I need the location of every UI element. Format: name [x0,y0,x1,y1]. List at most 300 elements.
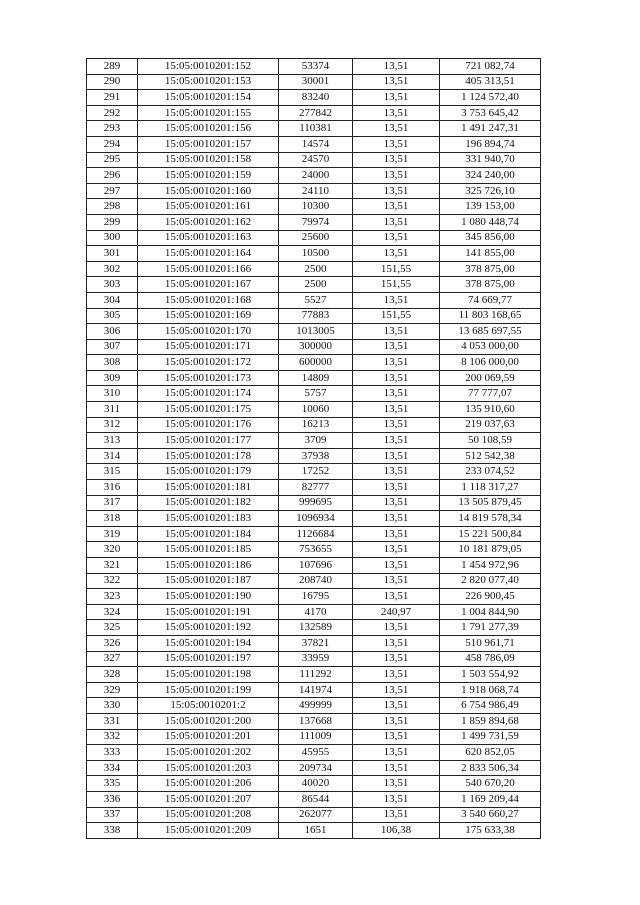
value-cell: 233 074,52 [440,464,541,480]
area-cell: 10300 [279,199,353,215]
cadastral-number-cell: 15:05:0010201:207 [138,791,279,807]
table-row [87,791,541,807]
value-cell: 14 819 578,34 [440,511,541,527]
cadastral-number-cell: 15:05:0010201:157 [138,136,279,152]
cadastral-number-cell: 15:05:0010201:202 [138,745,279,761]
cadastral-number-cell: 15:05:0010201:203 [138,760,279,776]
value-cell: 2 833 506,34 [440,760,541,776]
row-number-cell: 324 [87,604,138,620]
area-cell: 277842 [279,105,353,121]
value-cell: 1 791 277,39 [440,620,541,636]
cadastral-number-cell: 15:05:0010201:198 [138,667,279,683]
area-cell: 2500 [279,277,353,293]
cadastral-number-cell: 15:05:0010201:153 [138,74,279,90]
row-number-cell: 337 [87,807,138,823]
area-cell: 37938 [279,448,353,464]
cadastral-number-cell: 15:05:0010201:173 [138,370,279,386]
row-number-cell: 333 [87,745,138,761]
value-cell: 458 786,09 [440,651,541,667]
area-cell: 1096934 [279,511,353,527]
value-cell: 1 004 844,90 [440,604,541,620]
table-row [87,199,541,215]
cadastral-number-cell: 15:05:0010201:177 [138,433,279,449]
value-cell: 510 961,71 [440,635,541,651]
rate-cell: 13,51 [353,59,440,75]
rate-cell: 13,51 [353,386,440,402]
value-cell: 10 181 879,05 [440,542,541,558]
rate-cell: 13,51 [353,246,440,262]
area-cell: 2500 [279,261,353,277]
cadastral-number-cell: 15:05:0010201:169 [138,308,279,324]
rate-cell: 13,51 [353,682,440,698]
table-row [87,760,541,776]
table-row [87,729,541,745]
row-number-cell: 310 [87,386,138,402]
value-cell: 4 053 000,00 [440,339,541,355]
cadastral-number-cell: 15:05:0010201:206 [138,776,279,792]
row-number-cell: 325 [87,620,138,636]
cadastral-number-cell: 15:05:0010201:162 [138,214,279,230]
cadastral-number-cell: 15:05:0010201:167 [138,277,279,293]
value-cell: 1 118 317,27 [440,480,541,496]
rate-cell: 13,51 [353,776,440,792]
cadastral-number-cell: 15:05:0010201:200 [138,713,279,729]
table-row [87,464,541,480]
cadastral-number-cell: 15:05:0010201:199 [138,682,279,698]
cadastral-number-cell: 15:05:0010201:159 [138,168,279,184]
area-cell: 111292 [279,667,353,683]
table-row [87,417,541,433]
row-number-cell: 314 [87,448,138,464]
row-number-cell: 327 [87,651,138,667]
rate-cell: 13,51 [353,433,440,449]
rate-cell: 13,51 [353,573,440,589]
row-number-cell: 306 [87,324,138,340]
rate-cell: 151,55 [353,277,440,293]
value-cell: 405 313,51 [440,74,541,90]
area-cell: 14809 [279,370,353,386]
cadastral-number-cell: 15:05:0010201:171 [138,339,279,355]
table-row [87,90,541,106]
table-row [87,698,541,714]
table-row [87,74,541,90]
row-number-cell: 308 [87,355,138,371]
value-cell: 331 940,70 [440,152,541,168]
value-cell: 13 505 879,45 [440,495,541,511]
table-row [87,277,541,293]
area-cell: 25600 [279,230,353,246]
rate-cell: 13,51 [353,417,440,433]
value-cell: 1 499 731,59 [440,729,541,745]
rate-cell: 13,51 [353,402,440,418]
table-row [87,386,541,402]
table-row [87,214,541,230]
rate-cell: 13,51 [353,760,440,776]
area-cell: 753655 [279,542,353,558]
value-cell: 378 875,00 [440,261,541,277]
rate-cell: 151,55 [353,308,440,324]
row-number-cell: 321 [87,558,138,574]
area-cell: 53374 [279,59,353,75]
value-cell: 200 069,59 [440,370,541,386]
value-cell: 1 491 247,31 [440,121,541,137]
row-number-cell: 309 [87,370,138,386]
value-cell: 11 803 168,65 [440,308,541,324]
row-number-cell: 292 [87,105,138,121]
value-cell: 15 221 500,84 [440,526,541,542]
rate-cell: 13,51 [353,542,440,558]
rate-cell: 13,51 [353,713,440,729]
value-cell: 1 169 209,44 [440,791,541,807]
table-row [87,635,541,651]
cadastral-number-cell: 15:05:0010201:170 [138,324,279,340]
cadastral-number-cell: 15:05:0010201:191 [138,604,279,620]
rate-cell: 13,51 [353,136,440,152]
row-number-cell: 293 [87,121,138,137]
table-row [87,402,541,418]
rate-cell: 13,51 [353,183,440,199]
table-row [87,713,541,729]
row-number-cell: 304 [87,292,138,308]
row-number-cell: 300 [87,230,138,246]
cadastral-number-cell: 15:05:0010201:187 [138,573,279,589]
row-number-cell: 311 [87,402,138,418]
table-row [87,183,541,199]
row-number-cell: 298 [87,199,138,215]
value-cell: 1 918 068,74 [440,682,541,698]
area-cell: 10060 [279,402,353,418]
table-row [87,542,541,558]
area-cell: 24000 [279,168,353,184]
cadastral-number-cell: 15:05:0010201:190 [138,589,279,605]
rate-cell: 13,51 [353,667,440,683]
value-cell: 1 454 972,96 [440,558,541,574]
row-number-cell: 330 [87,698,138,714]
table-row [87,667,541,683]
rate-cell: 13,51 [353,620,440,636]
rate-cell: 13,51 [353,464,440,480]
row-number-cell: 338 [87,823,138,839]
table-row [87,105,541,121]
cadastral-number-cell: 15:05:0010201:156 [138,121,279,137]
cadastral-number-cell: 15:05:0010201:154 [138,90,279,106]
value-cell: 2 820 077,40 [440,573,541,589]
area-cell: 1013005 [279,324,353,340]
row-number-cell: 315 [87,464,138,480]
value-cell: 13 685 697,55 [440,324,541,340]
area-cell: 14574 [279,136,353,152]
row-number-cell: 294 [87,136,138,152]
rate-cell: 13,51 [353,729,440,745]
area-cell: 111009 [279,729,353,745]
rate-cell: 13,51 [353,791,440,807]
area-cell: 107696 [279,558,353,574]
area-cell: 137668 [279,713,353,729]
cadastral-number-cell: 15:05:0010201:186 [138,558,279,574]
area-cell: 3709 [279,433,353,449]
rate-cell: 13,51 [353,511,440,527]
value-cell: 1 503 554,92 [440,667,541,683]
area-cell: 5527 [279,292,353,308]
value-cell: 345 856,00 [440,230,541,246]
value-cell: 139 153,00 [440,199,541,215]
land-plot-table [86,58,541,839]
cadastral-number-cell: 15:05:0010201:179 [138,464,279,480]
cadastral-number-cell: 15:05:0010201:152 [138,59,279,75]
table-row [87,152,541,168]
value-cell: 378 875,00 [440,277,541,293]
cadastral-number-cell: 15:05:0010201:175 [138,402,279,418]
rate-cell: 13,51 [353,90,440,106]
cadastral-number-cell: 15:05:0010201:185 [138,542,279,558]
table-row [87,480,541,496]
area-cell: 1126684 [279,526,353,542]
table-row [87,573,541,589]
value-cell: 3 540 660,27 [440,807,541,823]
area-cell: 141974 [279,682,353,698]
rate-cell: 240,97 [353,604,440,620]
rate-cell: 13,51 [353,745,440,761]
area-cell: 79974 [279,214,353,230]
row-number-cell: 331 [87,713,138,729]
cadastral-number-cell: 15:05:0010201:192 [138,620,279,636]
cadastral-number-cell: 15:05:0010201:168 [138,292,279,308]
area-cell: 82777 [279,480,353,496]
rate-cell: 13,51 [353,168,440,184]
rate-cell: 13,51 [353,558,440,574]
cadastral-number-cell: 15:05:0010201:184 [138,526,279,542]
row-number-cell: 322 [87,573,138,589]
area-cell: 30001 [279,74,353,90]
rate-cell: 13,51 [353,105,440,121]
table-row [87,292,541,308]
rate-cell: 13,51 [353,698,440,714]
row-number-cell: 305 [87,308,138,324]
area-cell: 5757 [279,386,353,402]
rate-cell: 13,51 [353,480,440,496]
row-number-cell: 323 [87,589,138,605]
cadastral-number-cell: 15:05:0010201:194 [138,635,279,651]
area-cell: 24110 [279,183,353,199]
area-cell: 499999 [279,698,353,714]
rate-cell: 13,51 [353,526,440,542]
row-number-cell: 329 [87,682,138,698]
cadastral-number-cell: 15:05:0010201:166 [138,261,279,277]
rate-cell: 13,51 [353,121,440,137]
rate-cell: 13,51 [353,355,440,371]
cadastral-number-cell: 15:05:0010201:178 [138,448,279,464]
value-cell: 620 852,05 [440,745,541,761]
cadastral-number-cell: 15:05:0010201:164 [138,246,279,262]
table-row [87,59,541,75]
row-number-cell: 318 [87,511,138,527]
area-cell: 999695 [279,495,353,511]
value-cell: 721 082,74 [440,59,541,75]
table-row [87,651,541,667]
table-row [87,168,541,184]
area-cell: 600000 [279,355,353,371]
area-cell: 17252 [279,464,353,480]
row-number-cell: 296 [87,168,138,184]
cadastral-number-cell: 15:05:0010201:2 [138,698,279,714]
value-cell: 219 037,63 [440,417,541,433]
table-row [87,589,541,605]
table-row [87,230,541,246]
table-row [87,355,541,371]
row-number-cell: 289 [87,59,138,75]
row-number-cell: 301 [87,246,138,262]
value-cell: 196 894,74 [440,136,541,152]
value-cell: 324 240,00 [440,168,541,184]
row-number-cell: 312 [87,417,138,433]
rate-cell: 13,51 [353,370,440,386]
row-number-cell: 303 [87,277,138,293]
area-cell: 208740 [279,573,353,589]
rate-cell: 13,51 [353,448,440,464]
cadastral-number-cell: 15:05:0010201:174 [138,386,279,402]
cadastral-number-cell: 15:05:0010201:181 [138,480,279,496]
table-row [87,136,541,152]
row-number-cell: 302 [87,261,138,277]
table-row [87,448,541,464]
value-cell: 1 080 448,74 [440,214,541,230]
rate-cell: 151,55 [353,261,440,277]
area-cell: 45955 [279,745,353,761]
area-cell: 77883 [279,308,353,324]
cadastral-number-cell: 15:05:0010201:155 [138,105,279,121]
row-number-cell: 313 [87,433,138,449]
table-row [87,246,541,262]
value-cell: 1 859 894,68 [440,713,541,729]
table-row [87,308,541,324]
row-number-cell: 334 [87,760,138,776]
area-cell: 16795 [279,589,353,605]
row-number-cell: 290 [87,74,138,90]
rate-cell: 13,51 [353,807,440,823]
cadastral-number-cell: 15:05:0010201:201 [138,729,279,745]
value-cell: 175 633,38 [440,823,541,839]
table-row [87,433,541,449]
cadastral-number-cell: 15:05:0010201:209 [138,823,279,839]
table-row [87,620,541,636]
rate-cell: 13,51 [353,324,440,340]
area-cell: 1651 [279,823,353,839]
rate-cell: 13,51 [353,152,440,168]
rate-cell: 13,51 [353,74,440,90]
row-number-cell: 335 [87,776,138,792]
area-cell: 262077 [279,807,353,823]
table-row [87,324,541,340]
area-cell: 16213 [279,417,353,433]
value-cell: 8 106 000,00 [440,355,541,371]
table-row [87,526,541,542]
table-row [87,370,541,386]
area-cell: 10500 [279,246,353,262]
cadastral-number-cell: 15:05:0010201:197 [138,651,279,667]
value-cell: 141 855,00 [440,246,541,262]
row-number-cell: 297 [87,183,138,199]
row-number-cell: 295 [87,152,138,168]
rate-cell: 13,51 [353,651,440,667]
value-cell: 540 670,20 [440,776,541,792]
rate-cell: 13,51 [353,214,440,230]
area-cell: 110381 [279,121,353,137]
area-cell: 83240 [279,90,353,106]
row-number-cell: 317 [87,495,138,511]
area-cell: 24570 [279,152,353,168]
table-row [87,261,541,277]
rate-cell: 13,51 [353,589,440,605]
area-cell: 132589 [279,620,353,636]
table-row [87,495,541,511]
row-number-cell: 326 [87,635,138,651]
table-row [87,745,541,761]
table-row [87,807,541,823]
area-cell: 4170 [279,604,353,620]
cadastral-number-cell: 15:05:0010201:183 [138,511,279,527]
value-cell: 325 726,10 [440,183,541,199]
rate-cell: 13,51 [353,339,440,355]
value-cell: 50 108,59 [440,433,541,449]
cadastral-number-cell: 15:05:0010201:160 [138,183,279,199]
row-number-cell: 291 [87,90,138,106]
cadastral-number-cell: 15:05:0010201:208 [138,807,279,823]
table-row [87,339,541,355]
table-row [87,604,541,620]
area-cell: 209734 [279,760,353,776]
rate-cell: 13,51 [353,199,440,215]
row-number-cell: 319 [87,526,138,542]
row-number-cell: 336 [87,791,138,807]
rate-cell: 13,51 [353,292,440,308]
value-cell: 6 754 986,49 [440,698,541,714]
row-number-cell: 328 [87,667,138,683]
area-cell: 37821 [279,635,353,651]
value-cell: 1 124 572,40 [440,90,541,106]
table-row [87,511,541,527]
value-cell: 74 669,77 [440,292,541,308]
rate-cell: 13,51 [353,495,440,511]
row-number-cell: 332 [87,729,138,745]
value-cell: 135 910,60 [440,402,541,418]
area-cell: 33959 [279,651,353,667]
table-row [87,823,541,839]
cadastral-number-cell: 15:05:0010201:176 [138,417,279,433]
area-cell: 40020 [279,776,353,792]
value-cell: 226 900,45 [440,589,541,605]
rate-cell: 13,51 [353,635,440,651]
table-row [87,558,541,574]
cadastral-number-cell: 15:05:0010201:163 [138,230,279,246]
row-number-cell: 316 [87,480,138,496]
rate-cell: 13,51 [353,230,440,246]
table-row [87,682,541,698]
cadastral-number-cell: 15:05:0010201:158 [138,152,279,168]
area-cell: 86544 [279,791,353,807]
cadastral-number-cell: 15:05:0010201:182 [138,495,279,511]
cadastral-number-cell: 15:05:0010201:172 [138,355,279,371]
area-cell: 300000 [279,339,353,355]
cadastral-number-cell: 15:05:0010201:161 [138,199,279,215]
table-body [87,59,541,839]
row-number-cell: 307 [87,339,138,355]
row-number-cell: 299 [87,214,138,230]
table-row [87,121,541,137]
row-number-cell: 320 [87,542,138,558]
value-cell: 3 753 645,42 [440,105,541,121]
value-cell: 512 542,38 [440,448,541,464]
rate-cell: 106,38 [353,823,440,839]
